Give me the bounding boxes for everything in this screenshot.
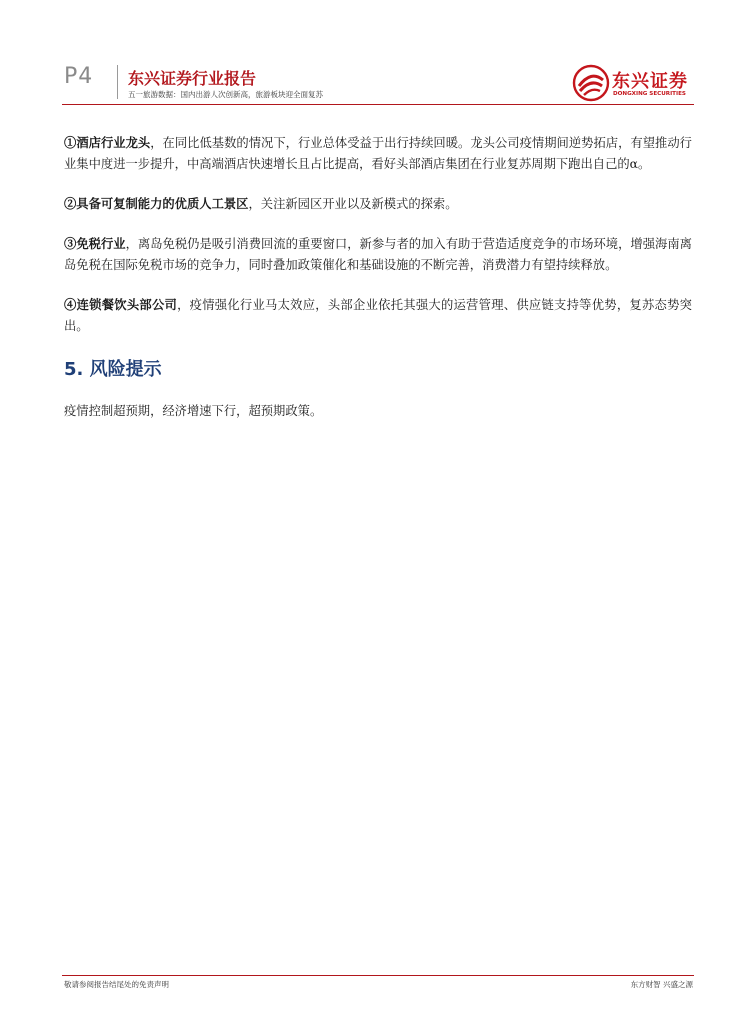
paragraph-hotel — [64, 132, 692, 175]
report-body — [64, 132, 692, 440]
section-title-risk: 5. 风险提示 — [64, 359, 162, 380]
paragraph-lead: ③免税行业 — [64, 236, 126, 251]
report-title: 东兴证券行业报告 — [128, 69, 257, 88]
company-logo — [572, 64, 692, 102]
risk-paragraph: 疫情控制超预期，经济增速下行，超预期政策。 — [64, 404, 323, 418]
logo-text-en: DONGXING SECURITIES — [613, 91, 686, 97]
paragraph-scenic-area — [64, 193, 692, 215]
paragraph-lead: ①酒店行业龙头 — [64, 135, 151, 150]
report-subtitle: 五一旅游数据：国内出游人次创新高，旅游板块迎全面复苏 — [128, 90, 323, 99]
paragraph-lead: ②具备可复制能力的优质人工景区 — [64, 196, 249, 211]
paragraph-text: ，关注新园区开业以及新模式的探索。 — [248, 197, 458, 211]
logo-mark-icon — [572, 64, 610, 102]
header-rule — [62, 104, 694, 105]
paragraph-lead: ④连锁餐饮头部公司 — [64, 297, 178, 312]
page-number: P4 — [64, 64, 94, 89]
paragraph-catering — [64, 294, 692, 337]
footer-slogan: 东方财智 兴盛之源 — [630, 980, 693, 989]
paragraph-text: ，在同比低基数的情况下，行业总体受益于出行持续回暖。龙头公司疫情期间逆势拓店，有望推动行业集中度进一步提升，中高端酒店快速增长且占比提高，看好头部酒店集团在行业复苏周期下跑出自己的α。 — [64, 136, 692, 171]
page-header — [0, 0, 755, 105]
footer-rule — [62, 975, 694, 976]
paragraph-duty-free — [64, 233, 692, 276]
footer-disclaimer: 敬请参阅报告结尾处的免责声明 — [64, 980, 169, 989]
header-divider — [117, 65, 118, 99]
logo-text-cn: 东兴证券 — [612, 71, 688, 92]
paragraph-text: ，疫情强化行业马太效应，头部企业依托其强大的运营管理、供应链支持等优势，复苏态势突出。 — [64, 298, 692, 333]
paragraph-text: ，离岛免税仍是吸引消费回流的重要窗口，新参与者的加入有助于营造适度竞争的市场环境，增强海南离岛免税在国际免税市场的竞争力，同时叠加政策催化和基础设施的不断完善，消费潜力有望持续释放。 — [64, 237, 692, 272]
